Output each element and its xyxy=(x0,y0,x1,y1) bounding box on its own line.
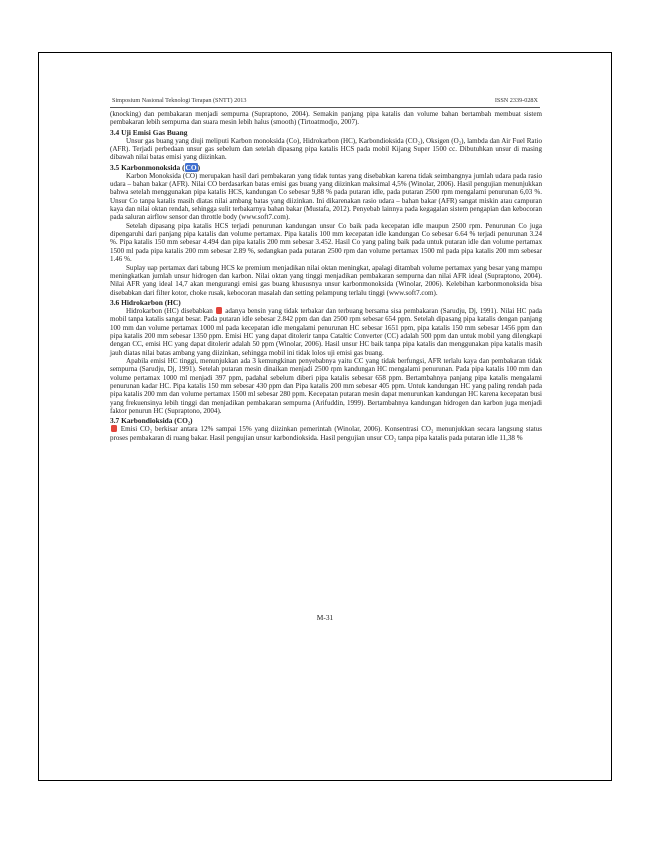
header-conference-title: Simposium Nasional Teknologi Terapan (SNTT) 2013 xyxy=(112,97,247,104)
page-number: M-31 xyxy=(316,613,334,622)
paragraph-co-results: Setelah dipasang pipa katalis HCS terjadi penurunan kandungan unsur Co baik pada kecepatan idle maupun 2500 rpm. Penurunan Co juga dipengaruhi dari panjang pipa katalis dan volume pertamax. Pipa katalis 100 mm kecepatan idle kandungan Co sebesar 6.64 % terjadi penurunan 3.24 %. Pipa katalis 150 mm sebesar 4.494 dan pipa katalis 200 mm sebesar 3.452. Hasil Co yang paling baik pada untuk putaran idle dan volume pertamax 1500 ml pada pipa katalis 200 mm sebesar 2.89 %, sedangkan pada putaran 2500 rpm dan volume pertamax 1500 ml pada pipa katalis 200 mm sebesar 1.46 %. xyxy=(110,221,542,264)
paragraph-hc-definition xyxy=(110,307,542,357)
paragraph-co-definition: Karbon Monoksida (CO) merupakan hasil dari pembakaran yang tidak tuntas yang disebabkan karena tidak seimbangnya jumlah udara pada rasio udara – bahan bakar (AFR). Nilai CO berdasarkan batas emisi gas buang yang diizinkan maksimal 4,5% (Winolar, 2006). Hasil pengujian menunjukkan bahwa setelah menggunakan pipa katalis HCS, kandungan Co sebesar 9,88 % pada putaran idle, pada putaran 2500 rpm mengalami penurunan 6,03 %. Unsur Co tanpa katalis masih diatas nilai ambang batas yang diizinkan. Ini dikarenakan rasio udara – bahan bakar (AFR) sangat miskin atau campuran kaya dan nilai oktan rendah, sehingga sulit terbakarnya bahan bakar (Mustafa, 2012). Penyebab lainnya pada kegagalan sistem pengapian dan kebocoran pada saluran airflow sensor dan throttle body (www.soft7.com). xyxy=(110,171,542,222)
paragraph-hc-causes: Apabila emisi HC tinggi, menunjukkan ada 3 kemungkinan penyebabnya yaitu CC yang tidak berfungsi, AFR terlalu kaya dan pembakaran tidak sempurna (Sarudju, Dj, 1991). Setelah putaran mesin dinaikan menjadi 2500 rpm kandungan HC mengalami penurunan. Pada pipa katalis 100 mm dan volume pertamax 1000 ml menjadi 397 ppm, padahal sebelum diberi pipa katalis sebesar 658 ppm. Bertambahnya panjang pipa katalis mengalami penurunan kadar HC. Pipa katalis 150 mm sebesar 430 ppm dan Pipa katalis 200 mm sebesar 405 ppm. Untuk kandungan HC yang paling rendah pada pipa katalis 200 mm dan volume pertamax 1500 ml sebesar 280 ppm. Kecepatan putaran mesin dapat menurunkan kandungan HC karena kecepatan busi yang frekuensinya lebih tinggi dan menjadikan pembakaran sempurna (Arifuddin, 1999). Bertambahnya kandungan hidrogen dan karbon juga menjadi faktor penurun HC (Supraptono, 2004). xyxy=(110,356,542,415)
highlighted-co-text[interactable]: CO xyxy=(185,162,197,172)
paragraph-co2 xyxy=(110,425,542,442)
section-heading-emisi: 3.4 Uji Emisi Gas Buang xyxy=(110,127,188,137)
page-header xyxy=(110,95,540,108)
article-body xyxy=(110,110,542,442)
section-heading-hc: 3.6 Hidrokarbon (HC) xyxy=(110,297,181,307)
section-heading-co xyxy=(110,163,542,172)
hc-text-start: Hidrokarbon (HC) disebabkan xyxy=(126,306,213,315)
section-heading-co2: 3.7 Karbondioksida (CO₂) xyxy=(110,416,193,426)
paragraph-emisi: Unsur gas buang yang diuji meliputi Karbon monoksida (Co), Hidrokarbon (HC), Karbondioksida (CO₂), Oksigen (O₂), lambda dan Air Fuel Ratio (AFR). Terjadi perbedaan unsur gas sebelum dan setelah dipasang pipa katalis HCS pada mobil Kijang Super 1500 cc. Dibutuhkan unsur di masing dibawah nilai batas emisi yang diizinkan. xyxy=(110,136,542,162)
co2-text: Emisi CO₂ berkisar antara 12% sampai 15% yang diizinkan pemerintah (Winolar, 2006). Konsentrasi CO₂ menunjukkan secara langsung status proses pembakaran di ruang bakar. Hasil pengujian unsur karbondioksida. Hasil pengujian unsur CO₂ tanpa pipa katalis pada putaran idle 11,38 % xyxy=(110,425,542,442)
hc-text-rest: adanya bensin yang tidak terbakar dan terbuang bersama sisa pembakaran (Sarudju, Dj, 1991). Nilai HC pada mobil tanpa katalis sangat besar. Pada putaran idle sebesar 2.842 ppm dan dan 2500 rpm sebesar 654 ppm. Setelah dipasang pipa katalis dengan panjang 100 mm dan volume pertamax 1000 ml pada kecepatan idle mengalami penurunan HC sebesar 1651 ppm, pipa katalis 150 mm sebesar 1456 ppm dan pipa katalis 200 mm sebesar 1350 ppm. Emisi HC yang dapat ditolerir tanpa Cataltic Converter (CC) adalah 500 ppm dan untuk mobil yang dilengkapi dengan CC, emisi HC yang dapat ditolerir adalah 50 ppm (Winolar, 2006). Hasil unsur HC baik tanpa pipa katalis dan menggunakan pipa katalis masih jauh diatas nilai batas ambang yang diizinkan, sehingga mobil ini tidak lolos uji emisi gas buang. xyxy=(110,306,542,357)
paragraph-co-octane: Suplay uap pertamax dari tabung HCS ke premium menjadikan nilai oktan meningkat, apalagi ditambah volume pertamax yang besar yang mampu meningkatkan jumlah unsur hidrogen dan karbon. Nilai oktan yang tinggi menjadikan pembakaran sempurna dan nilai AFR ideal (Supraptono, 2004). Nilai AFR yang ideal 14,7 akan mengurangi emisi gas buang khususnya unsur karbonmonoksida (Winolar, 2006). Kelebihan karbonmonoksida bisa disebabkan dari filter kotor, choke rusak, kebocoran masalah dan setting pelampung terlalu tinggi (www.soft7.com). xyxy=(110,263,542,297)
comment-marker-icon[interactable] xyxy=(111,425,117,432)
heading-co-text: 3.5 Karbonmonoksida ( xyxy=(110,162,185,172)
heading-co-close: ) xyxy=(197,162,201,172)
paragraph-knocking: (knocking) dan pembakaran menjadi sempurna (Supraptono, 2004). Semakin panjang pipa katalis dan volume bahan bertambah membuat sistem pembakaran lebih sempurna dan suara mesin lebih halus (smooth) (Tirtoatmodjo, 2007). xyxy=(110,110,542,127)
comment-marker-icon[interactable] xyxy=(216,307,222,314)
header-issn: ISSN 2339-028X xyxy=(494,97,538,104)
